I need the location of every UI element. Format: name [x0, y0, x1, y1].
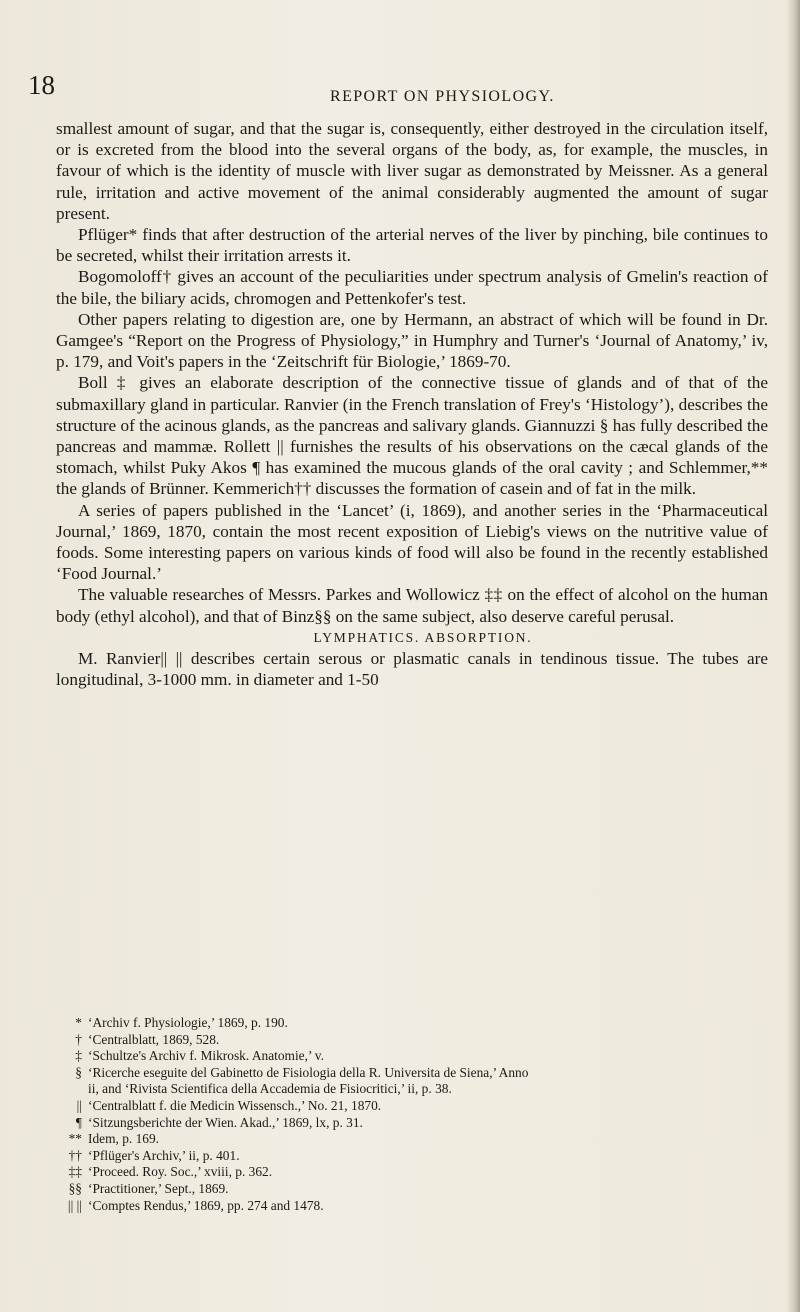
footnote-text: ii, and ‘Rivista Scientifica della Accademia de Fisiocritici,’ ii, p. 38. [88, 1081, 452, 1097]
footnote-mark: * [75, 1015, 82, 1030]
footnote [60, 1115, 760, 1132]
footnote-mark: ¶ [75, 1114, 82, 1130]
footnote [60, 1015, 760, 1032]
footnote-mark: ‡ [75, 1048, 82, 1064]
paragraph: Bogomoloff† gives an account of the peculiarities under spectrum analysis of Gmelin's reaction of the bile, the biliary acids, chromogen and Pettenkofer's test. [56, 267, 768, 308]
footnote-mark: † [75, 1031, 82, 1047]
footnote-text: ‘Archiv f. Physiologie,’ 1869, p. 190. [88, 1015, 288, 1030]
footnote-mark: ‡‡ [68, 1164, 82, 1180]
running-head: REPORT ON PHYSIOLOGY. [330, 88, 555, 105]
footnote-text: ‘Centralblatt, 1869, 528. [88, 1031, 220, 1047]
footnote-mark: §§ [68, 1180, 82, 1196]
footnote [60, 1148, 760, 1165]
footnote [60, 1164, 760, 1181]
paragraph: The valuable researches of Messrs. Parkes and Wollowicz ‡‡ on the effect of alcohol on the human body (ethyl alcohol), and that of Binz§§ on the same subject, also deserve careful perusal. [56, 585, 768, 626]
footnote [60, 1048, 760, 1065]
footnote-text: ‘Practitioner,’ Sept., 1869. [88, 1180, 229, 1196]
footnote-text: ‘Ricerche eseguite del Gabinetto de Fisiologia della R. Universita de Siena,’ Anno [88, 1064, 529, 1080]
footnote-text: ‘Schultze's Archiv f. Mikrosk. Anatomie,’ v. [88, 1048, 324, 1064]
footnote-mark: ** [68, 1131, 82, 1147]
paragraph: Pflüger* finds that after destruction of the arterial nerves of the liver by pinching, bile continues to be secreted, whilst their irritation arrests it. [56, 225, 768, 266]
paragraph: Boll ‡ gives an elaborate description of the connective tissue of glands and of that of the submaxillary gland in particular. Ranvier (in the French translation of Frey's ‘Histology’), describes the structure of the acinous glands, as the pancreas and salivary glands. Giannuzzi § has fully described the pancreas and mammæ. Rollett || furnishes the results of his observations on the cæcal glands of the stomach, whilst Puky Akos ¶ has examined the mucous glands of the oral cavity ; and Schlemmer,** the glands of Brünner. Kemmerich†† discusses the formation of casein and of fat in the milk. [56, 373, 768, 499]
footnote-text: Idem, p. 169. [88, 1131, 160, 1147]
footnote [60, 1032, 760, 1049]
page-number: 18 [28, 70, 55, 100]
footnote-text: ‘Sitzungsberichte der Wien. Akad.,’ 1869, lx, p. 31. [88, 1114, 363, 1130]
footnote-mark: †† [68, 1147, 82, 1163]
footnote-text: ‘Proceed. Roy. Soc.,’ xviii, p. 362. [88, 1164, 273, 1180]
footnotes [60, 1015, 760, 1214]
footnote [60, 1181, 760, 1198]
footnote [60, 1065, 760, 1082]
footnote-mark: || || [67, 1197, 82, 1213]
footnote-mark [60, 1081, 88, 1098]
paragraph: Other papers relating to digestion are, one by Hermann, an abstract of which will be found in Dr. Gamgee's “Report on the Progress of Physiology,” in Humphry and Turner's ‘Journal of Anatomy,’ iv, p. 179, and Voit's papers in the ‘Zeitschrift für Biologie,’ 1869-70. [56, 309, 768, 372]
footnote [60, 1098, 760, 1115]
section-heading: LYMPHATICS. ABSORPTION. [313, 629, 533, 645]
footnote-mark: || [76, 1097, 82, 1113]
page-edge-shadow [786, 0, 800, 1312]
footnote-text: ‘Pflüger's Archiv,’ ii, p. 401. [88, 1147, 240, 1163]
paragraph: A series of papers published in the ‘Lancet’ (i, 1869), and another series in the ‘Pharmaceutical Journal,’ 1869, 1870, contain the most recent exposition of Liebig's views on the nutritive value of foods. Some interesting papers on various kinds of food will also be found in the recently established ‘Food Journal.’ [56, 500, 768, 584]
body-text [56, 118, 768, 690]
footnote [60, 1131, 760, 1148]
paragraph: M. Ranvier|| || describes certain serous or plasmatic canals in tendinous tissue. The tubes are longitudinal, 3-1000 mm. in diameter and 1-50 [56, 649, 768, 690]
footnote-continuation [60, 1081, 760, 1098]
footnote-text: ‘Comptes Rendus,’ 1869, pp. 274 and 1478. [88, 1197, 324, 1213]
footnote-text: ‘Centralblatt f. die Medicin Wissensch.,’ No. 21, 1870. [88, 1097, 382, 1113]
footnote-mark: § [75, 1064, 82, 1080]
footnote [60, 1198, 760, 1215]
paragraph: smallest amount of sugar, and that the sugar is, consequently, either destroyed in the circulation itself, or is excreted from the blood into the several organs of the body, as, for example, the muscles, in favour of which is the identity of muscle with liver sugar as demonstrated by Meissner. As a general rule, irritation and active movement of the animal considerably augmented the amount of sugar present. [56, 119, 768, 223]
